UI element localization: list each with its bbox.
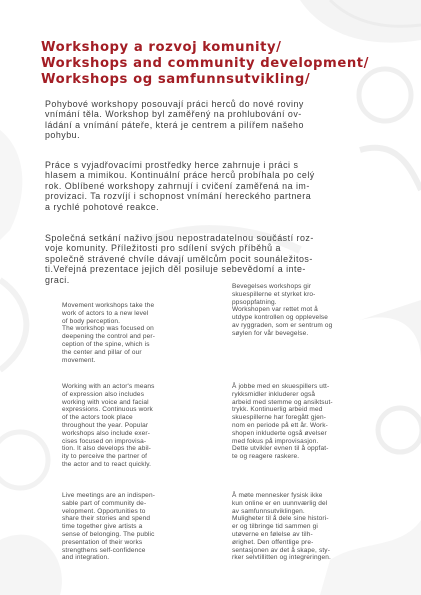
text-line: share their stories and spend [62, 515, 151, 523]
text-line: workshops also include exer- [62, 429, 151, 437]
text-line: Å jobbe med en skuespillers utt- [232, 383, 330, 390]
title-line-czech: Workshopy a rozvoj komunity/ [41, 40, 282, 55]
text-line: working with voice and facial [62, 398, 149, 406]
text-line: ception of the spine, which is [62, 340, 150, 348]
text-line: společně strávené chvíle dávají umělcům pocit sounáležitos- [45, 253, 313, 264]
text-line: Movement workshops take the [62, 302, 155, 309]
text-line: av ryggraden, som er sentrum og [232, 321, 333, 329]
norwegian-paragraph-2 [232, 383, 360, 461]
text-line: utdype kontrollen og opplevelse [232, 314, 329, 322]
text-line: rker selvtillitten og integreringen. [232, 554, 331, 562]
text-line: deepening the control and per- [62, 333, 156, 341]
text-line: ti.Veřejná prezentace jejich děl posiluje sebevědomí a inte- [45, 264, 306, 275]
text-line: work of actors to a new level [62, 309, 149, 317]
text-line: of body perception. [62, 317, 121, 325]
text-line: sentasjonen av det å skape, sty- [232, 546, 331, 554]
title-line-english: Workshops and community development/ [41, 56, 369, 71]
text-line: Bevegelses workshops gir [232, 283, 312, 290]
text-line: Práce s vyjadřovacími prostředky herce zahrnuje i práci s [45, 160, 299, 170]
text-line: te og reagere raskere. [232, 453, 300, 461]
text-line: rykksmidler inkluderer også [232, 390, 316, 398]
english-paragraph-1 [62, 302, 190, 364]
text-line: utøverne en følelse av tilh- [232, 530, 313, 538]
text-line: and integration. [62, 554, 110, 562]
text-line: the actor and to react quickly. [62, 460, 152, 468]
text-line: pohybu. [45, 130, 81, 141]
text-line: Muligheter til å dele sine histori- [232, 515, 329, 523]
text-line: rok. Oblíbené workshopy zahrnují i cvičení zaměřená na im- [45, 180, 310, 191]
text-line: velopment. Opportunities to [62, 507, 146, 515]
text-line: Dette utvikler evnen til å oppfat- [232, 445, 329, 453]
czech-paragraph-2 [45, 160, 373, 212]
text-line: cises focused on improvisa- [62, 437, 147, 445]
title-line-norwegian: Workshops og samfunnsutvikling/ [41, 72, 311, 87]
english-paragraph-3 [62, 492, 190, 562]
text-line: The workshop was focused on [62, 325, 154, 333]
text-line: Working with an actor's means [62, 383, 155, 390]
text-line: throughout the year. Popular [62, 421, 149, 429]
text-line: arbeid med stemme og ansiktsut- [232, 398, 333, 406]
text-line: movement. [62, 356, 96, 364]
text-line: hlasem a mimikou. Kontinuální práce herců probíhala po celý [45, 170, 315, 181]
text-line: ládání a vnímání páteře, která je centrem a pilířem našeho [45, 119, 304, 130]
text-line: vnímání těla. Workshop byl zaměřený na prohlubování ov- [45, 109, 302, 120]
text-line: med fokus på improvisasjon. [232, 437, 319, 445]
text-line: a rychlé pohotové reakce. [45, 201, 160, 212]
text-line: trykk. Kontinuerlig arbeid med [232, 406, 323, 414]
text-line: presentation of their works [62, 538, 143, 546]
text-line: er og tilbringe tid sammen gi [232, 523, 318, 531]
text-line: Workshopen var rettet mot å [232, 306, 318, 314]
czech-paragraph-3 [45, 233, 373, 285]
text-line: skuespillerne et styrket kro- [232, 290, 316, 298]
czech-paragraph-1 [45, 99, 373, 141]
text-line: sense of belonging. The public [62, 530, 155, 538]
page-title [41, 40, 413, 88]
text-line: shopen inkluderte også øvelser [232, 429, 327, 437]
text-line: strengthens self-confidence [62, 546, 146, 554]
text-line: provizaci. Ta rozvíjí i schopnost vnímání hereckého partnera [45, 191, 312, 202]
text-line: expressions. Continuous work [62, 406, 153, 414]
text-line: Live meetings are an indispen- [62, 492, 156, 499]
english-paragraph-2 [62, 383, 190, 469]
norwegian-paragraph-1 [232, 283, 360, 338]
text-line: of the actors took place [62, 414, 133, 422]
text-line: ity to perceive the partner of [62, 453, 148, 461]
text-line: ppsoppfatning. [232, 298, 277, 306]
text-line: nom en periode på ett år. Work- [232, 421, 328, 429]
text-line: Pohybové workshopy posouvají práci herců do nové roviny [45, 99, 304, 109]
text-line: Společná setkání naživo jsou nepostradatelnou součástí roz- [45, 233, 314, 243]
text-line: graci. [45, 274, 70, 285]
text-line: av samfunnsutviklingen. [232, 507, 305, 515]
text-line: tion. It also develops the abil- [62, 445, 151, 453]
text-line: the center and pillar of our [62, 348, 142, 356]
text-line: ørighet. Den offentlige pre- [232, 538, 314, 546]
text-line: voje komunity. Příležitosti pro sdílení svých příběhů a [45, 243, 281, 254]
text-line: Å møte mennesker fysisk ikke [232, 492, 323, 499]
norwegian-paragraph-3 [232, 492, 360, 562]
text-line: of expression also includes [62, 390, 145, 398]
text-line: skuespillerne har foregått gjen- [232, 414, 327, 422]
text-line: kun online er en uunnværlig del [232, 499, 328, 507]
text-line: søylen for vår bevegelse. [232, 329, 309, 337]
text-line: sable part of community de- [62, 499, 147, 507]
text-line: time together give artists a [62, 523, 143, 531]
